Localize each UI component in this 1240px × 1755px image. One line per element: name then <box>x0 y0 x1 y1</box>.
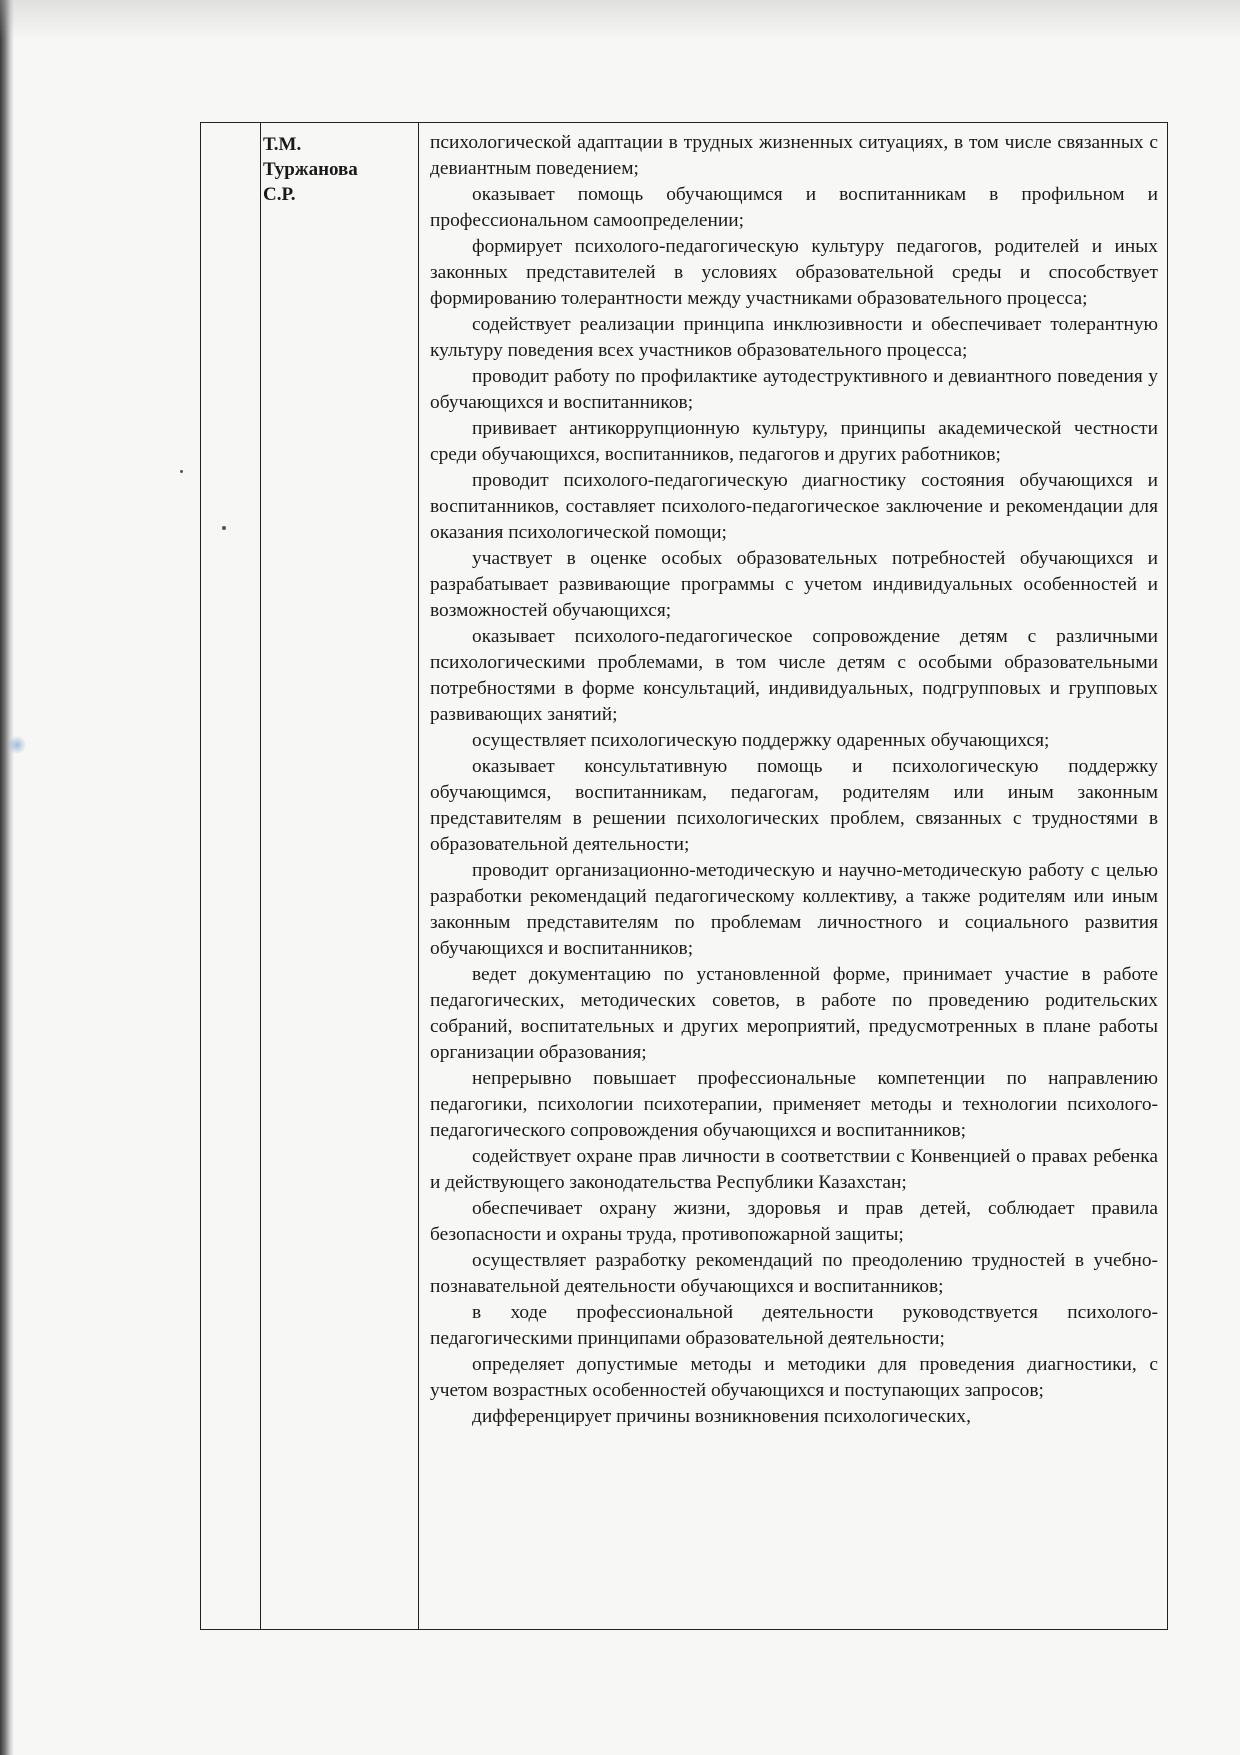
duty-paragraph: участвует в оценке особых образовательных потребностей обучающихся и разрабатывает развивающие программы с учетом индивидуальных особенностей и возможностей обучающихся; <box>430 548 1158 621</box>
name-line: Туржанова <box>263 159 358 180</box>
name-line: С.Р. <box>263 184 296 205</box>
duty-paragraph: определяет допустимые методы и методики для проведения диагностики, с учетом возрастных особенностей обучающихся и поступающих запросов; <box>430 1354 1158 1401</box>
scan-page-edge <box>0 0 14 1755</box>
duty-paragraph: оказывает консультативную помощь и психологическую поддержку обучающимся, воспитанникам, педагогам, родителям или иным законным представителям в решении психологических проблем, связанных с трудностями в образовательной деятельности; <box>430 756 1158 855</box>
duty-paragraph: проводит организационно-методическую и научно-методическую работу с целью разработки рекомендаций педагогическому коллективу, а также родителям или иным законным представителям по проблемам личностного и социального развития обучающихся и воспитанников; <box>430 860 1158 959</box>
duty-paragraph: формирует психолого-педагогическую культуру педагогов, родителей и иных законных представителей в условиях образовательной среды и способствует формированию толерантности между участниками образовательного процесса; <box>430 236 1158 309</box>
scan-speck <box>180 470 183 473</box>
duty-paragraph: обеспечивает охрану жизни, здоровья и прав детей, соблюдает правила безопасности и охраны труда, противопожарной защиты; <box>430 1198 1158 1245</box>
duty-paragraph: психологической адаптации в трудных жизненных ситуациях, в том числе связанных с девиантным поведением; <box>430 132 1158 179</box>
duty-paragraph: в ходе профессиональной деятельности руководствуется психолого-педагогическими принципами образовательной деятельности; <box>430 1302 1158 1349</box>
duty-paragraph: проводит психолого-педагогическую диагностику состояния обучающихся и воспитанников, составляет психолого-педагогическое заключение и рекомендации для оказания психологической помощи; <box>430 470 1158 543</box>
duty-paragraph: оказывает помощь обучающимся и воспитанникам в профильном и профессиональном самоопределении; <box>430 184 1158 231</box>
duty-paragraph: дифференцирует причины возникновения психологических, <box>472 1406 971 1427</box>
responsible-names-cell <box>263 132 413 207</box>
duty-paragraph: осуществляет психологическую поддержку одаренных обучающихся; <box>472 730 1050 751</box>
duty-paragraph: проводит работу по профилактике аутодеструктивного и девиантного поведения у обучающихся и воспитанников; <box>430 366 1158 413</box>
duty-paragraph: содействует реализации принципа инклюзивности и обеспечивает толерантную культуру поведения всех участников образовательного процесса; <box>430 314 1158 361</box>
duty-paragraph: содействует охране прав личности в соответствии с Конвенцией о правах ребенка и действующего законодательства Республики Казахстан; <box>430 1146 1158 1193</box>
duty-paragraph: прививает антикоррупционную культуру, принципы академической честности среди обучающихся, воспитанников, педагогов и других работников; <box>430 418 1158 465</box>
duties-cell <box>430 130 1158 1430</box>
table-column-divider <box>260 123 261 1629</box>
duty-paragraph: ведет документацию по установленной форме, принимает участие в работе педагогических, методических советов, в работе по проведению родительских собраний, воспитательных и других мероприятий, предусмотренных в плане работы организации образования; <box>430 964 1158 1063</box>
duty-paragraph: осуществляет разработку рекомендаций по преодолению трудностей в учебно-познавательной деятельности обучающихся и воспитанников; <box>430 1250 1158 1297</box>
name-line: Т.М. <box>263 134 302 155</box>
document-table <box>200 122 1168 1630</box>
scan-top-shadow <box>0 0 1240 40</box>
scan-ink-mark <box>8 735 26 755</box>
duty-paragraph: оказывает психолого-педагогическое сопровождение детям с различными психологическими проблемами, в том числе детям с особыми образовательными потребностями в форме консультаций, индивидуальных, подгрупповых и групповых развивающих занятий; <box>430 626 1158 725</box>
duty-paragraph: непрерывно повышает профессиональные компетенции по направлению педагогики, психологии психотерапии, применяет методы и технологии психолого-педагогического сопровождения обучающихся и воспитанников; <box>430 1068 1158 1141</box>
table-column-divider <box>418 123 419 1629</box>
